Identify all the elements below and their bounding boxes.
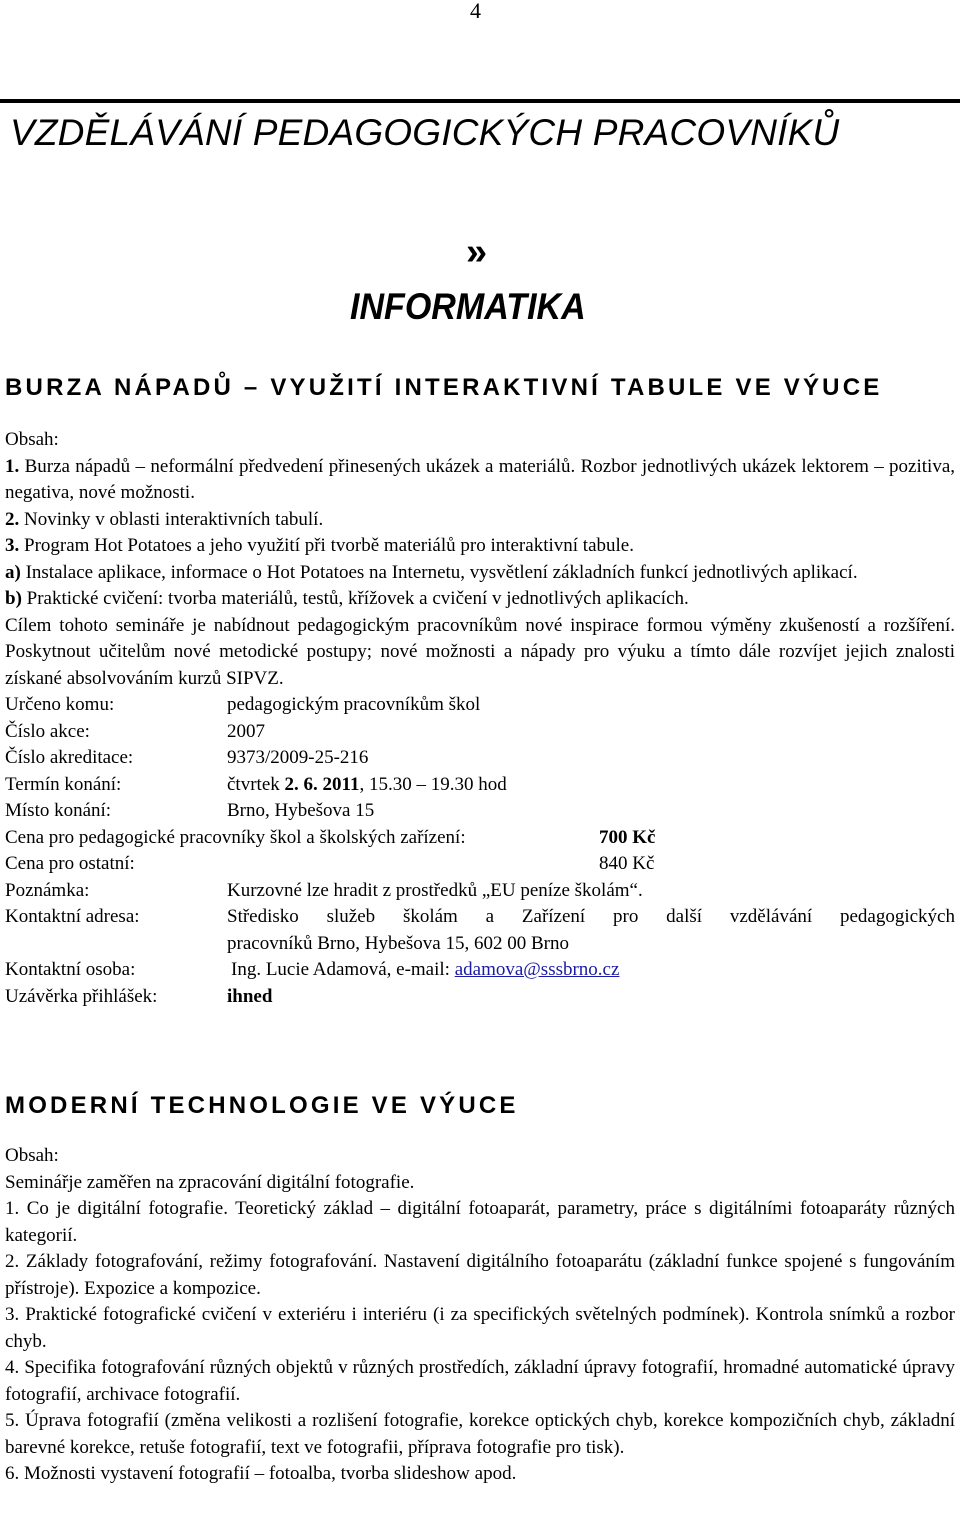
top-rule-divider (0, 99, 960, 103)
detail-row-cena-ped: Cena pro pedagogické pracovníky škol a školských zařízení: 700 Kč (5, 826, 656, 848)
course1-item1: 1. Burza nápadů – neformální předvedení přinesených ukázek a materiálů. Rozbor jednotlivých ukázek lektorem – pozitiva, negativa, nové možnosti. (5, 455, 956, 503)
course2-item5: 5. Úprava fotografií (změna velikosti a rozlišení fotografie, korekce optických chyb, korekce kompozičních chyb, základní barevné korekce, retuše fotografií, text ve fotografii, příprava fotografie pro tisk). (5, 1410, 955, 1458)
detail-row-akce: Číslo akce: 2007 (5, 720, 265, 742)
page-number: 4 (470, 0, 481, 23)
detail-row-misto: Místo konání: Brno, Hybešova 15 (5, 800, 375, 821)
course1-details (5, 692, 955, 1010)
course2-intro: Seminářje zaměřen na zpracování digitální fotografie. (5, 1171, 415, 1193)
detail-row-uzaverka: Uzávěrka přihlášek: ihned (5, 985, 273, 1007)
course2-item3: 3. Praktické fotografické cvičení v exteriéru i interiéru (i za specifických světelných podmínek). Kontrola snímků a rozbor chyb. (5, 1304, 955, 1352)
course1-item2: 2. Novinky v oblasti interaktivních tabulí. (5, 508, 324, 530)
course1-goal: Cílem tohoto semináře je nabídnout pedagogickým pracovníkům nové inspirace formou výměny zkušeností a rozšíření. Poskytnout učitelům nové metodické postupy; nové možnosti a nápady pro výuku a tímto dále rozvíjet jejich znalosti získané absolvováním kurzů SIPVZ. (5, 614, 955, 689)
course1-item-a: a) Instalace aplikace, informace o Hot Potatoes na Internetu, vysvětlení základních funkcí jednotlivých aplikací. (5, 561, 858, 583)
course2-obsah-label: Obsah: (5, 1145, 59, 1166)
chevron-icon: » (466, 231, 488, 273)
course1-item3: 3. Program Hot Potatoes a jeho využití při tvorbě materiálů pro interaktivní tabule. (5, 535, 634, 556)
course2-item2: 2. Základy fotografování, režimy fotografování. Nastavení digitálního fotoaparátu (základní funkce spojené s fungováním přístroje). Expozice a kompozice. (5, 1251, 955, 1299)
course2-item4: 4. Specifika fotografování různých objektů v různých prostředích, základní úpravy fotografií, hromadné automatické úpravy fotografií, archivace fotografií. (5, 1357, 955, 1405)
main-title: VZDĚLÁVÁNÍ PEDAGOGICKÝCH PRACOVNÍKŮ (10, 112, 840, 153)
course2-content (5, 1143, 955, 1488)
detail-row-cena-ost: Cena pro ostatní: 840 Kč (5, 853, 655, 874)
detail-row-termin: Termín konání: čtvrtek 2. 6. 2011, 15.30 – 19.30 hod (5, 773, 507, 795)
detail-row-urceno: Určeno komu: pedagogickým pracovníkům škol (5, 694, 481, 715)
detail-row-osoba: Kontaktní osoba: Ing. Lucie Adamová, e-mail: adamova@sssbrno.cz (5, 959, 620, 980)
course2-item1: 1. Co je digitální fotografie. Teoretický základ – digitální fotoaparát, parametry, práce s digitálními fotoaparáty různých kategorií. (5, 1198, 955, 1246)
detail-row-akreditace: Číslo akreditace: 9373/2009-25-216 (5, 747, 369, 768)
section-title: INFORMATIKA (350, 286, 586, 327)
detail-row-adresa-2: pracovníků Brno, Hybešova 15, 602 00 Brno (227, 932, 569, 954)
detail-row-adresa: Kontaktní adresa: Středisko služeb školám a Zařízení pro další vzdělávání pedagogických (5, 906, 955, 927)
course2-item6: 6. Možnosti vystavení fotografií – fotoalba, tvorba slideshow apod. (5, 1463, 517, 1484)
course1-content (5, 427, 955, 1010)
course2-heading: MODERNÍ TECHNOLOGIE VE VÝUCE (5, 1092, 519, 1119)
detail-row-poznamka: Poznámka: Kurzovné lze hradit z prostředků „EU peníze školám“. (5, 879, 643, 901)
course1-item-b: b) Praktické cvičení: tvorba materiálů, testů, křížovek a cvičení v jednotlivých aplikacích. (5, 588, 689, 609)
course1-heading: BURZA NÁPADŮ – VYUŽITÍ INTERAKTIVNÍ TABULE VE VÝUCE (5, 374, 883, 401)
course1-obsah-label: Obsah: (5, 429, 59, 450)
email-link[interactable]: adamova@sssbrno.cz (454, 959, 620, 980)
